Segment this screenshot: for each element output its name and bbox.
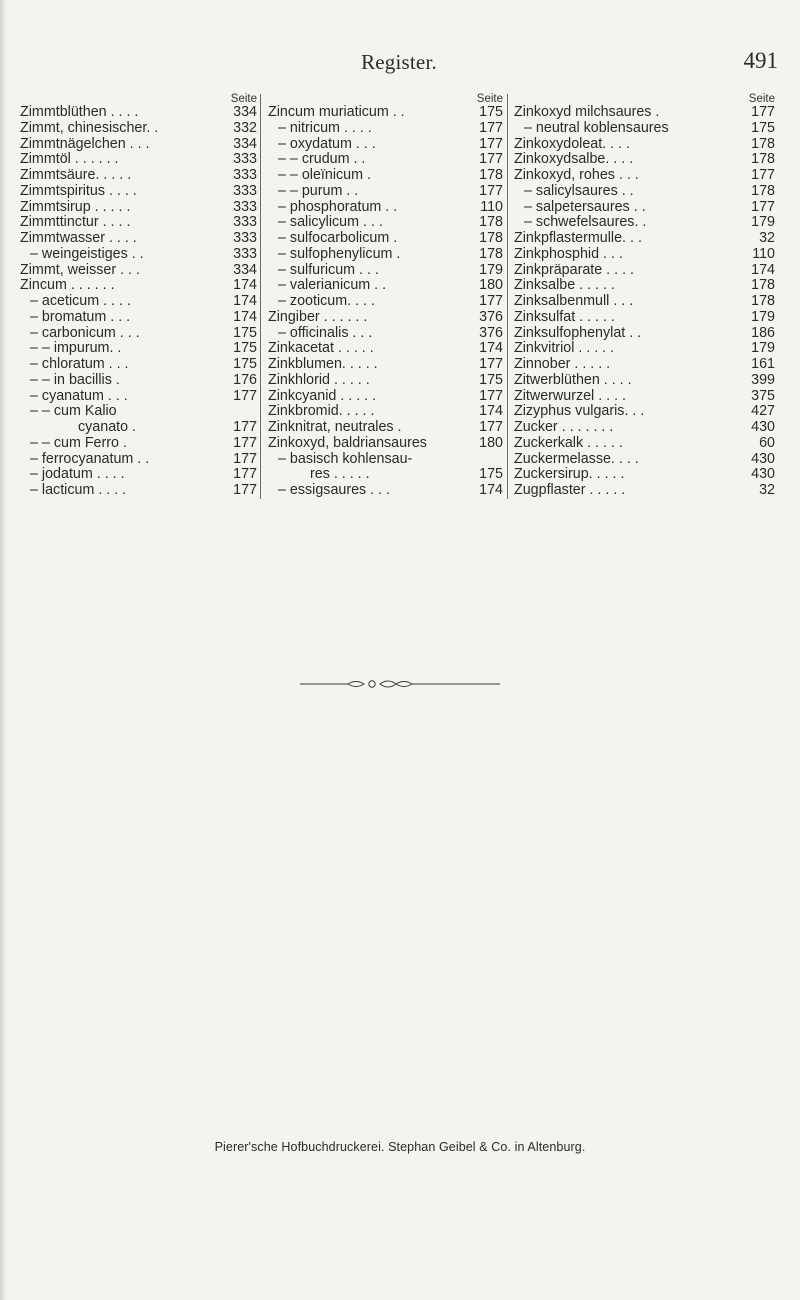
index-page-number: 177: [751, 104, 775, 120]
index-page-number: 177: [233, 482, 257, 498]
index-entry: [20, 389, 257, 405]
index-entry: [20, 310, 257, 326]
index-term: Zizyphus vulgaris. . .: [514, 404, 645, 420]
index-term: – basisch kohlensau-: [278, 451, 413, 467]
column-header: Seite: [476, 93, 503, 105]
index-page-number: 178: [751, 151, 775, 168]
index-term: Zingiber . . . . . .: [268, 309, 368, 325]
index-term: Zimmtspiritus . . . .: [20, 183, 137, 199]
index-page-number: 376: [479, 308, 503, 325]
index-entry: [20, 168, 257, 184]
index-page-number: 177: [233, 450, 257, 467]
index-page-number: 174: [233, 308, 257, 325]
page-number: 491: [743, 48, 778, 73]
index-term: Zuckersirup. . . . .: [514, 467, 625, 483]
index-term: Zinkcyanid . . . . .: [268, 388, 377, 404]
index-page-number: 174: [479, 403, 503, 420]
index-term: Zinkbromid. . . . .: [268, 404, 375, 420]
index-page-number: 177: [479, 293, 503, 309]
index-entry: [268, 184, 503, 200]
index-entry: [20, 247, 257, 263]
index-term: – sulfophenylicum .: [278, 246, 401, 262]
index-page-number: 179: [751, 308, 775, 325]
index-page-number: 161: [751, 356, 775, 372]
index-term: Zinknitrat, neutrales .: [268, 420, 402, 435]
index-term: – salicylsaures . .: [524, 183, 634, 199]
index-columns: [20, 94, 775, 499]
index-term: Zitwerblüthen . . . .: [514, 372, 632, 388]
index-entry: [268, 389, 503, 405]
index-entry: [514, 137, 775, 153]
index-entry: [514, 247, 775, 263]
index-page-number: 177: [751, 198, 775, 215]
index-term: Zinksulfophenylat . .: [514, 325, 642, 341]
index-page-number: 179: [751, 340, 775, 357]
index-term: Zinksulfat . . . . .: [514, 309, 615, 325]
index-term: – salicylicum . . .: [278, 215, 383, 231]
index-term: – aceticum . . . .: [30, 294, 131, 309]
printer-imprint: Pierer'sche Hofbuchdruckerei. Stephan Geibel & Co. in Altenburg.: [214, 1140, 586, 1154]
index-page-number: 32: [759, 482, 775, 498]
index-term: Zinkphosphid . . .: [514, 246, 623, 262]
index-page-number: 178: [479, 214, 503, 231]
index-entry: [514, 357, 775, 373]
index-page-number: 175: [751, 119, 775, 136]
index-page-number: 177: [479, 135, 503, 152]
index-term: Zitwerwurzel . . . .: [514, 388, 627, 404]
index-entry: [514, 152, 775, 168]
index-term: – – in bacillis .: [30, 372, 120, 388]
index-term: Zincum muriaticum . .: [268, 105, 405, 120]
index-term: – – oleïnicum .: [278, 168, 371, 183]
index-entry: [20, 341, 257, 357]
index-page-number: 333: [233, 198, 257, 215]
index-entry: [268, 278, 503, 294]
index-term: Zinkblumen. . . . .: [268, 357, 378, 372]
index-entry: [268, 436, 503, 452]
index-term: Zinkoxyd milchsaures .: [514, 105, 660, 120]
index-term: – ferrocyanatum . .: [30, 451, 150, 467]
index-page-number: 177: [479, 419, 503, 435]
index-term: – sulfocarbolicum .: [278, 231, 398, 246]
index-page-number: 177: [751, 167, 775, 183]
index-entry: [514, 200, 775, 216]
index-term: Zimmtnägelchen . . .: [20, 136, 150, 152]
index-page-number: 375: [751, 387, 775, 404]
index-entry: [268, 263, 503, 279]
column-header: Seite: [748, 93, 775, 105]
index-entry: [268, 326, 503, 342]
index-term: – zooticum. . . .: [278, 294, 375, 309]
index-term: – oxydatum . . .: [278, 136, 376, 152]
page-title: Register.: [361, 50, 437, 74]
index-term: Zinkpräparate . . . .: [514, 262, 634, 278]
index-term: – sulfuricum . . .: [278, 262, 379, 278]
index-term: – carbonicum . . .: [30, 325, 140, 341]
index-term: Zinksalbenmull . . .: [514, 294, 634, 309]
index-term: Zinkhlorid . . . . .: [268, 372, 370, 388]
index-entry: [20, 436, 257, 452]
index-entry: [514, 294, 775, 310]
index-entry: [20, 152, 257, 168]
column-header: Seite: [230, 93, 257, 105]
index-entry: [20, 467, 257, 483]
index-page-number: 177: [479, 119, 503, 136]
index-entry: [268, 373, 503, 389]
index-entry: [268, 200, 503, 216]
index-entry: [20, 404, 257, 420]
index-page-number: 399: [751, 371, 775, 388]
index-term: – chloratum . . .: [30, 357, 129, 372]
index-term: Zinnober . . . . .: [514, 357, 611, 372]
index-entry: [20, 278, 257, 294]
index-entry: [514, 373, 775, 389]
index-term: – nitricum . . . .: [278, 120, 372, 136]
index-term: cyanato .: [78, 420, 137, 435]
index-entry: [268, 452, 503, 468]
index-term: – officinalis . . .: [278, 325, 373, 341]
index-page-number: 178: [751, 293, 775, 309]
index-entry: [514, 436, 775, 452]
index-page-number: 32: [759, 230, 775, 246]
index-page-number: 334: [233, 261, 257, 278]
index-page-number: 177: [479, 151, 503, 168]
index-term: Zimmtsäure. . . . .: [20, 168, 132, 183]
index-page-number: 177: [233, 419, 257, 435]
index-page-number: 332: [233, 119, 257, 136]
index-entry: [268, 341, 503, 357]
index-term: Zimmtöl . . . . . .: [20, 152, 119, 168]
index-term: – – purum . .: [278, 183, 359, 199]
index-page-number: 174: [233, 293, 257, 309]
index-term: Zinkacetat . . . . .: [268, 341, 374, 357]
index-page-number: 177: [479, 387, 503, 404]
index-column-1: [20, 94, 261, 499]
index-page-number: 180: [479, 434, 503, 451]
index-entry: [514, 215, 775, 231]
index-term: – – impurum. .: [30, 341, 122, 357]
index-page-number: 178: [751, 135, 775, 152]
index-entry: [514, 168, 775, 184]
index-term: Zimmtwasser . . . .: [20, 231, 137, 246]
index-entry: [20, 200, 257, 216]
index-term: Zimmtsirup . . . . .: [20, 199, 131, 215]
index-entry: [268, 404, 503, 420]
index-page-number: 376: [479, 324, 503, 341]
index-entry: [20, 483, 257, 499]
index-term: Zinkvitriol . . . . .: [514, 341, 615, 357]
index-entry: [514, 467, 775, 483]
index-page-number: 178: [751, 277, 775, 294]
index-entry: [514, 121, 775, 137]
index-entry: [20, 373, 257, 389]
index-page-number: 333: [233, 214, 257, 231]
page-header: [20, 44, 778, 78]
index-page-number: 178: [479, 245, 503, 262]
index-term: – jodatum . . . .: [30, 467, 125, 483]
index-entry: [268, 152, 503, 168]
index-entry: [20, 294, 257, 310]
index-page-number: 174: [751, 261, 775, 278]
index-term: – essigsaures . . .: [278, 483, 391, 498]
index-page-number: 186: [751, 324, 775, 341]
index-term: – weingeistiges . .: [30, 246, 144, 262]
index-entry: [268, 294, 503, 310]
index-term: Zugpflaster . . . . .: [514, 483, 626, 498]
index-term: – valerianicum . .: [278, 278, 387, 294]
index-entry: [514, 341, 775, 357]
index-term: Zucker . . . . . . .: [514, 420, 614, 435]
index-entry: [514, 263, 775, 279]
index-page-number: 174: [479, 482, 503, 498]
index-page-number: 110: [480, 198, 503, 215]
index-entry: [514, 184, 775, 200]
index-entry: [20, 357, 257, 373]
index-term: Zinkoxydoleat. . . .: [514, 136, 631, 152]
index-page-number: 174: [479, 340, 503, 357]
index-term: Zuckermelasse. . . .: [514, 451, 639, 467]
index-entry: [20, 326, 257, 342]
index-page-number: 178: [751, 182, 775, 199]
index-term: – – cum Kalio: [30, 404, 117, 420]
index-page-number: 334: [233, 135, 257, 152]
index-term: – neutral koblensaures: [524, 120, 669, 136]
index-term: – schwefelsaures. .: [524, 215, 647, 231]
index-page-number: 179: [479, 261, 503, 278]
index-entry: [268, 121, 503, 137]
index-entry: [268, 168, 503, 184]
index-page-number: 176: [233, 371, 257, 388]
index-term: Zuckerkalk . . . . .: [514, 435, 623, 451]
index-entry: [514, 231, 775, 247]
index-term: Zimmt, chinesischer. .: [20, 120, 159, 136]
index-page-number: 427: [751, 403, 775, 420]
index-page-number: 175: [479, 466, 503, 483]
index-entry: [268, 231, 503, 247]
index-column-2: [261, 94, 508, 499]
page-binding-edge: [0, 0, 7, 1300]
index-entry: [20, 452, 257, 468]
index-entry: [20, 420, 257, 436]
index-term: – lacticum . . . .: [30, 483, 127, 498]
index-page-number: 175: [233, 356, 257, 372]
index-page-number: 178: [479, 167, 503, 183]
index-entry: [20, 121, 257, 137]
index-term: – – cum Ferro .: [30, 435, 127, 451]
index-entry: [514, 310, 775, 326]
index-entry: [268, 247, 503, 263]
index-page-number: 333: [233, 230, 257, 246]
index-term: Zinkpflastermulle. . .: [514, 231, 642, 246]
index-entry: [268, 357, 503, 373]
index-term: Zimmttinctur . . . .: [20, 215, 131, 231]
index-term: – – crudum . .: [278, 152, 366, 168]
index-page-number: 333: [233, 182, 257, 199]
index-entry: [268, 467, 503, 483]
index-entry: [514, 105, 775, 121]
index-page-number: 430: [751, 419, 775, 435]
index-page-number: 175: [233, 340, 257, 357]
index-term: Zinkoxydsalbe. . . .: [514, 152, 634, 168]
index-term: Zimmtblüthen . . . .: [20, 105, 139, 120]
index-page-number: 175: [479, 371, 503, 388]
index-term: – phosphoratum . .: [278, 199, 398, 215]
index-page-number: 175: [233, 324, 257, 341]
index-term: – cyanatum . . .: [30, 388, 128, 404]
index-term: Zinkoxyd, baldriansaures: [268, 435, 427, 451]
index-entry: [20, 184, 257, 200]
index-term: – salpetersaures . .: [524, 199, 646, 215]
index-term: Zincum . . . . . .: [20, 278, 115, 294]
index-page-number: 333: [233, 167, 257, 183]
index-page-number: 175: [479, 104, 503, 120]
index-page-number: 60: [759, 434, 775, 451]
index-entry: [20, 137, 257, 153]
index-entry: [20, 231, 257, 247]
index-entry: [514, 278, 775, 294]
index-entry: [514, 452, 775, 468]
index-entry: [514, 404, 775, 420]
index-term: Zinkoxyd, rohes . . .: [514, 168, 639, 183]
index-entry: [20, 263, 257, 279]
index-column-3: [508, 94, 775, 499]
index-term: res . . . . .: [310, 467, 370, 483]
index-page-number: 333: [233, 151, 257, 168]
index-page-number: 333: [233, 245, 257, 262]
index-entry: [20, 105, 257, 121]
index-page-number: 179: [751, 214, 775, 231]
index-entry: [268, 310, 503, 326]
index-page-number: 180: [479, 277, 503, 294]
index-page-number: 177: [233, 434, 257, 451]
index-entry: [268, 420, 503, 436]
index-entry: [268, 105, 503, 121]
index-page-number: 177: [233, 387, 257, 404]
index-page-number: 430: [751, 450, 775, 467]
index-page-number: 110: [752, 245, 775, 262]
index-page-number: 177: [479, 356, 503, 372]
index-term: Zinksalbe . . . . .: [514, 278, 615, 294]
index-entry: [20, 215, 257, 231]
index-page-number: 174: [233, 277, 257, 294]
index-entry: [268, 483, 503, 499]
index-page-number: 178: [479, 230, 503, 246]
index-term: Zimmt, weisser . . .: [20, 262, 140, 278]
index-page-number: 177: [479, 182, 503, 199]
index-entry: [514, 420, 775, 436]
ornament-divider: [300, 678, 500, 690]
index-entry: [514, 326, 775, 342]
index-entry: [268, 137, 503, 153]
index-page-number: 430: [751, 466, 775, 483]
index-entry: [268, 215, 503, 231]
index-term: – bromatum . . .: [30, 309, 131, 325]
index-page-number: 334: [233, 104, 257, 120]
index-page-number: 177: [233, 466, 257, 483]
index-entry: [514, 483, 775, 499]
index-entry: [514, 389, 775, 405]
